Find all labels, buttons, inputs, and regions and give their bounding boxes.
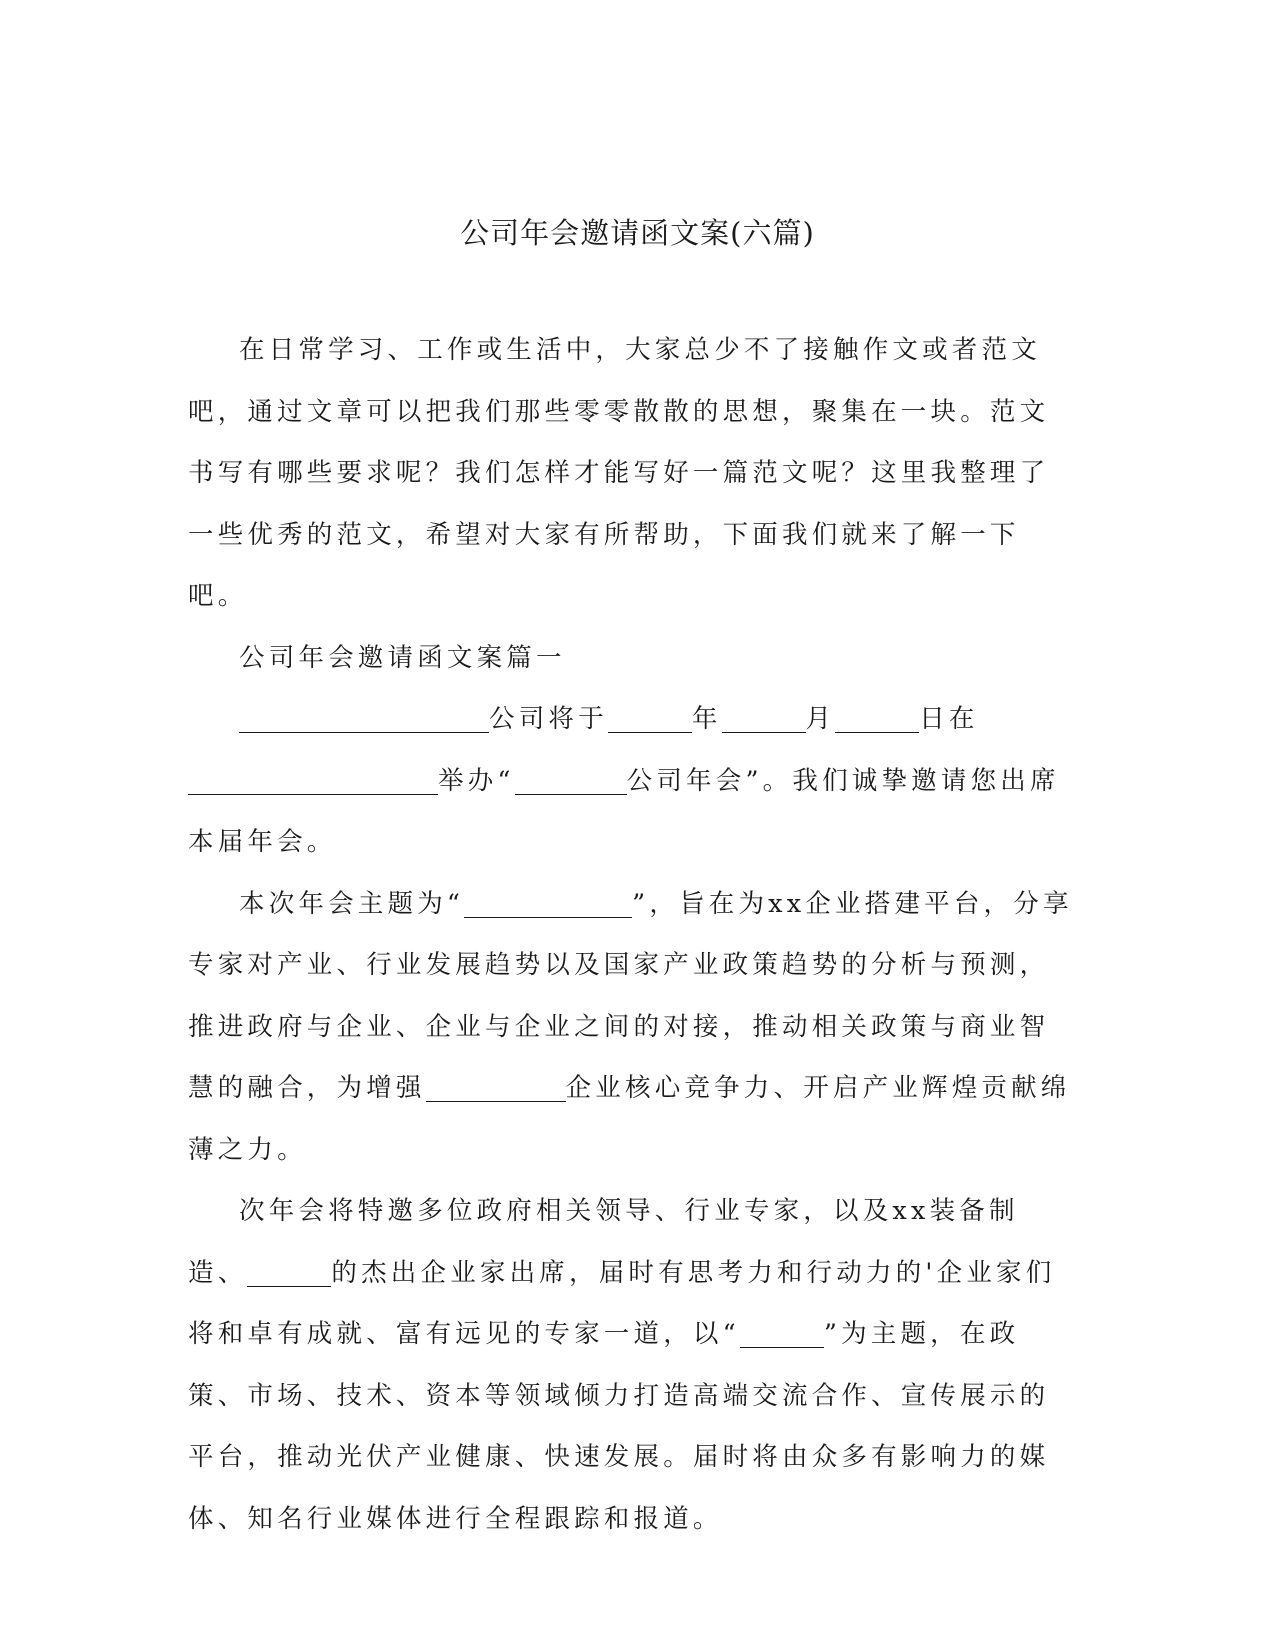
blank-theme bbox=[464, 891, 632, 918]
invitation-paragraph-3 bbox=[188, 1181, 1078, 1550]
text-segment: 本次年会主题为“ bbox=[239, 888, 465, 919]
blank-year bbox=[608, 706, 692, 733]
blank-day bbox=[835, 706, 919, 733]
blank-venue bbox=[188, 768, 438, 795]
section-heading-1: 公司年会邀请函文案篇一 bbox=[239, 642, 566, 673]
blank-slogan bbox=[740, 1321, 824, 1348]
text-segment: 日在 bbox=[919, 704, 979, 734]
text-segment: ”为主题，在政策、市场、技术、资本等领域倾力打造高端交流合作、宣传展示的平台，推动光伏产业健康、快速发展。届时将由众多有影响力的媒体、知名行业媒体进行全程跟踪和报道。 bbox=[188, 1319, 1050, 1534]
blank-month bbox=[722, 706, 806, 733]
text-segment: 次年会将特邀多位政府相关领导、行业专家，以及xx装备制造、 bbox=[188, 1196, 1019, 1288]
text-segment: 年 bbox=[691, 704, 722, 734]
blank-event-name bbox=[515, 768, 627, 795]
text-segment: 月 bbox=[805, 704, 836, 734]
invitation-paragraph-2 bbox=[188, 874, 1078, 1182]
invitation-paragraph-1 bbox=[188, 689, 1078, 874]
text-segment: 公司年会”。我们诚挚邀请您出席本届年会。 bbox=[188, 765, 1060, 857]
text-segment: ”，旨在为xx企业搭建平台，分享专家对产业、行业发展趋势以及国家产业政策趋势的分析与预测，推进政府与企业、企业与企业之间的对接，推动相关政策与商业智慧的融合，为增强 bbox=[188, 888, 1073, 1103]
document-body bbox=[188, 320, 1078, 1550]
blank-industry bbox=[247, 1260, 331, 1287]
intro-paragraph: 在日常学习、工作或生活中，大家总少不了接触作文或者范文吧，通过文章可以把我们那些零零散散的思想，聚集在一块。范文书写有哪些要求呢？我们怎样才能写好一篇范文呢？这里我整理了一些优秀的范文，希望对大家有所帮助，下面我们就来了解一下吧。 bbox=[188, 335, 1050, 611]
text-segment: 企业核心竞争力、开启产业辉煌贡献绵薄之力。 bbox=[188, 1073, 1071, 1165]
text-segment: 举办“ bbox=[438, 765, 515, 796]
blank-enterprise bbox=[426, 1075, 566, 1102]
document-title: 公司年会邀请函文案(六篇) bbox=[460, 216, 815, 250]
text-segment: 的杰出企业家出席，届时有思考力和行动力的'企业家们将和卓有成就、富有远见的专家一道，以“ bbox=[188, 1257, 1056, 1349]
blank-company-name bbox=[239, 706, 489, 733]
text-segment: 公司将于 bbox=[489, 704, 608, 734]
